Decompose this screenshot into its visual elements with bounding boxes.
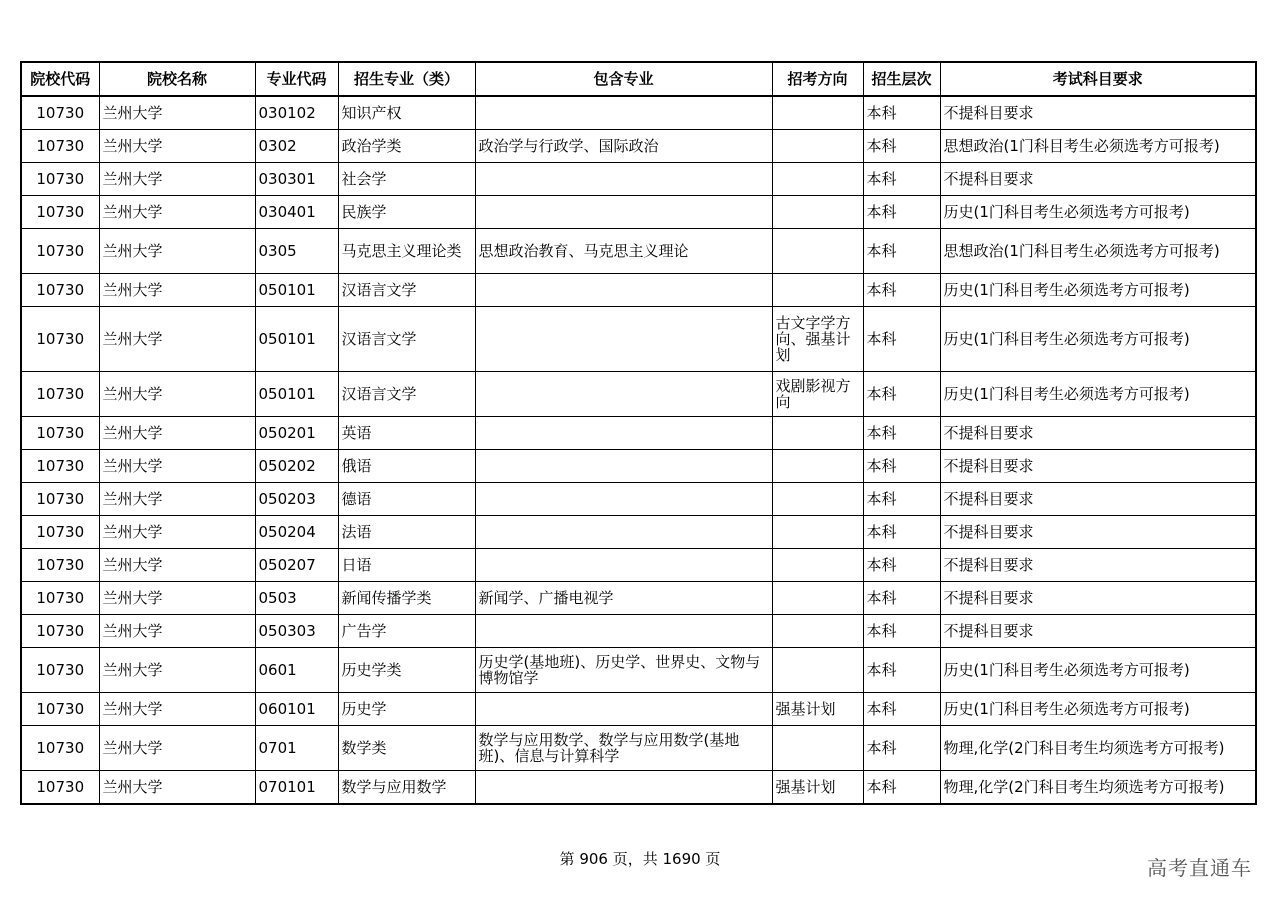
cell-school-name: 兰州大学 <box>99 549 255 582</box>
table-row <box>21 96 1256 130</box>
cell-direction <box>772 196 863 229</box>
cell-major: 法语 <box>338 516 475 549</box>
cell-school-code: 10730 <box>21 229 99 274</box>
cell-direction <box>772 274 863 307</box>
cell-school-code: 10730 <box>21 726 99 771</box>
cell-requirement: 不提科目要求 <box>940 483 1256 516</box>
cell-major: 汉语言文学 <box>338 307 475 372</box>
cell-school-name: 兰州大学 <box>99 96 255 130</box>
cell-major: 数学类 <box>338 726 475 771</box>
cell-major-code: 0601 <box>255 648 338 693</box>
cell-requirement: 不提科目要求 <box>940 582 1256 615</box>
cell-school-name: 兰州大学 <box>99 229 255 274</box>
cell-direction <box>772 229 863 274</box>
cell-major: 德语 <box>338 483 475 516</box>
cell-includes <box>475 417 772 450</box>
cell-major-code: 030401 <box>255 196 338 229</box>
cell-major-code: 0305 <box>255 229 338 274</box>
cell-includes <box>475 549 772 582</box>
table-row <box>21 648 1256 693</box>
cell-includes <box>475 163 772 196</box>
cell-direction: 古文字学方向、强基计划 <box>772 307 863 372</box>
table-row <box>21 771 1256 805</box>
cell-direction <box>772 726 863 771</box>
cell-level: 本科 <box>863 417 940 450</box>
cell-level: 本科 <box>863 130 940 163</box>
cell-includes <box>475 615 772 648</box>
table-body <box>21 96 1256 804</box>
cell-school-name: 兰州大学 <box>99 726 255 771</box>
cell-school-code: 10730 <box>21 163 99 196</box>
cell-includes <box>475 450 772 483</box>
cell-direction: 强基计划 <box>772 693 863 726</box>
cell-major: 英语 <box>338 417 475 450</box>
header-major-code: 专业代码 <box>255 62 338 96</box>
cell-major-code: 030301 <box>255 163 338 196</box>
cell-level: 本科 <box>863 307 940 372</box>
header-major: 招生专业（类） <box>338 62 475 96</box>
cell-level: 本科 <box>863 693 940 726</box>
cell-school-name: 兰州大学 <box>99 693 255 726</box>
cell-includes: 历史学(基地班)、历史学、世界史、文物与博物馆学 <box>475 648 772 693</box>
cell-level: 本科 <box>863 549 940 582</box>
cell-major-code: 0701 <box>255 726 338 771</box>
cell-includes <box>475 96 772 130</box>
cell-requirement: 不提科目要求 <box>940 450 1256 483</box>
header-includes: 包含专业 <box>475 62 772 96</box>
page-number: 第 906 页，共 1690 页 <box>559 850 721 868</box>
table-row <box>21 516 1256 549</box>
cell-school-name: 兰州大学 <box>99 648 255 693</box>
table-row <box>21 229 1256 274</box>
cell-school-name: 兰州大学 <box>99 516 255 549</box>
table-row <box>21 450 1256 483</box>
cell-level: 本科 <box>863 372 940 417</box>
cell-major: 日语 <box>338 549 475 582</box>
cell-level: 本科 <box>863 615 940 648</box>
cell-major: 汉语言文学 <box>338 274 475 307</box>
cell-major: 政治学类 <box>338 130 475 163</box>
cell-requirement: 物理,化学(2门科目考生均须选考方可报考) <box>940 771 1256 805</box>
cell-level: 本科 <box>863 582 940 615</box>
admissions-table <box>20 61 1257 805</box>
cell-requirement: 历史(1门科目考生必须选考方可报考) <box>940 693 1256 726</box>
cell-school-code: 10730 <box>21 417 99 450</box>
cell-school-name: 兰州大学 <box>99 417 255 450</box>
cell-major-code: 050101 <box>255 372 338 417</box>
cell-direction <box>772 483 863 516</box>
header-direction: 招考方向 <box>772 62 863 96</box>
cell-direction <box>772 549 863 582</box>
cell-includes <box>475 274 772 307</box>
cell-major: 新闻传播学类 <box>338 582 475 615</box>
cell-school-name: 兰州大学 <box>99 615 255 648</box>
header-school-code: 院校代码 <box>21 62 99 96</box>
cell-major: 数学与应用数学 <box>338 771 475 805</box>
cell-includes: 思想政治教育、马克思主义理论 <box>475 229 772 274</box>
cell-direction <box>772 450 863 483</box>
cell-major: 历史学类 <box>338 648 475 693</box>
cell-requirement: 历史(1门科目考生必须选考方可报考) <box>940 274 1256 307</box>
cell-level: 本科 <box>863 450 940 483</box>
cell-school-code: 10730 <box>21 615 99 648</box>
cell-school-name: 兰州大学 <box>99 196 255 229</box>
cell-school-name: 兰州大学 <box>99 582 255 615</box>
cell-requirement: 思想政治(1门科目考生必须选考方可报考) <box>940 130 1256 163</box>
cell-direction <box>772 615 863 648</box>
cell-major-code: 050101 <box>255 307 338 372</box>
cell-includes <box>475 483 772 516</box>
cell-level: 本科 <box>863 229 940 274</box>
cell-major: 汉语言文学 <box>338 372 475 417</box>
cell-includes <box>475 196 772 229</box>
cell-school-code: 10730 <box>21 693 99 726</box>
cell-major-code: 030102 <box>255 96 338 130</box>
cell-direction <box>772 582 863 615</box>
cell-direction <box>772 130 863 163</box>
cell-direction: 强基计划 <box>772 771 863 805</box>
cell-includes: 数学与应用数学、数学与应用数学(基地班)、信息与计算科学 <box>475 726 772 771</box>
header-school-name: 院校名称 <box>99 62 255 96</box>
table-row <box>21 549 1256 582</box>
cell-includes: 新闻学、广播电视学 <box>475 582 772 615</box>
cell-major-code: 050202 <box>255 450 338 483</box>
cell-school-name: 兰州大学 <box>99 450 255 483</box>
cell-school-code: 10730 <box>21 130 99 163</box>
cell-requirement: 历史(1门科目考生必须选考方可报考) <box>940 196 1256 229</box>
cell-includes <box>475 771 772 805</box>
table-row <box>21 483 1256 516</box>
table-row <box>21 693 1256 726</box>
cell-school-code: 10730 <box>21 96 99 130</box>
cell-includes <box>475 372 772 417</box>
cell-direction <box>772 96 863 130</box>
cell-major-code: 050303 <box>255 615 338 648</box>
cell-school-code: 10730 <box>21 450 99 483</box>
cell-school-code: 10730 <box>21 274 99 307</box>
table-row <box>21 582 1256 615</box>
table-row <box>21 130 1256 163</box>
header-level: 招生层次 <box>863 62 940 96</box>
cell-major: 马克思主义理论类 <box>338 229 475 274</box>
cell-major-code: 060101 <box>255 693 338 726</box>
cell-requirement: 不提科目要求 <box>940 516 1256 549</box>
cell-school-code: 10730 <box>21 648 99 693</box>
cell-requirement: 不提科目要求 <box>940 417 1256 450</box>
table-row <box>21 274 1256 307</box>
cell-school-code: 10730 <box>21 307 99 372</box>
table-row <box>21 163 1256 196</box>
table-header-row <box>21 62 1256 96</box>
table-row <box>21 417 1256 450</box>
cell-level: 本科 <box>863 648 940 693</box>
cell-includes: 政治学与行政学、国际政治 <box>475 130 772 163</box>
cell-school-name: 兰州大学 <box>99 307 255 372</box>
cell-direction <box>772 417 863 450</box>
header-requirement: 考试科目要求 <box>940 62 1256 96</box>
cell-level: 本科 <box>863 516 940 549</box>
cell-requirement: 思想政治(1门科目考生必须选考方可报考) <box>940 229 1256 274</box>
cell-school-name: 兰州大学 <box>99 771 255 805</box>
cell-major-code: 0503 <box>255 582 338 615</box>
cell-school-code: 10730 <box>21 582 99 615</box>
table-row <box>21 307 1256 372</box>
cell-requirement: 历史(1门科目考生必须选考方可报考) <box>940 372 1256 417</box>
cell-direction: 戏剧影视方向 <box>772 372 863 417</box>
cell-school-name: 兰州大学 <box>99 372 255 417</box>
cell-level: 本科 <box>863 483 940 516</box>
cell-major-code: 050101 <box>255 274 338 307</box>
table-row <box>21 372 1256 417</box>
cell-school-code: 10730 <box>21 196 99 229</box>
cell-direction <box>772 648 863 693</box>
cell-major: 民族学 <box>338 196 475 229</box>
cell-major: 历史学 <box>338 693 475 726</box>
watermark: 高考直通车 <box>1147 856 1252 880</box>
cell-school-code: 10730 <box>21 549 99 582</box>
cell-major: 社会学 <box>338 163 475 196</box>
table-row <box>21 615 1256 648</box>
cell-level: 本科 <box>863 274 940 307</box>
cell-requirement: 不提科目要求 <box>940 163 1256 196</box>
cell-requirement: 历史(1门科目考生必须选考方可报考) <box>940 648 1256 693</box>
cell-major-code: 050203 <box>255 483 338 516</box>
cell-school-code: 10730 <box>21 771 99 805</box>
cell-level: 本科 <box>863 726 940 771</box>
cell-direction <box>772 516 863 549</box>
cell-major: 俄语 <box>338 450 475 483</box>
table-row <box>21 726 1256 771</box>
cell-level: 本科 <box>863 771 940 805</box>
cell-major: 广告学 <box>338 615 475 648</box>
cell-major-code: 050201 <box>255 417 338 450</box>
cell-school-name: 兰州大学 <box>99 274 255 307</box>
cell-includes <box>475 307 772 372</box>
cell-includes <box>475 693 772 726</box>
cell-school-name: 兰州大学 <box>99 163 255 196</box>
cell-direction <box>772 163 863 196</box>
cell-major-code: 070101 <box>255 771 338 805</box>
cell-major-code: 050207 <box>255 549 338 582</box>
cell-level: 本科 <box>863 163 940 196</box>
cell-requirement: 物理,化学(2门科目考生均须选考方可报考) <box>940 726 1256 771</box>
cell-school-code: 10730 <box>21 516 99 549</box>
cell-requirement: 不提科目要求 <box>940 96 1256 130</box>
cell-school-code: 10730 <box>21 372 99 417</box>
cell-requirement: 历史(1门科目考生必须选考方可报考) <box>940 307 1256 372</box>
cell-level: 本科 <box>863 196 940 229</box>
cell-level: 本科 <box>863 96 940 130</box>
cell-major-code: 050204 <box>255 516 338 549</box>
cell-school-code: 10730 <box>21 483 99 516</box>
cell-requirement: 不提科目要求 <box>940 549 1256 582</box>
cell-major: 知识产权 <box>338 96 475 130</box>
cell-major-code: 0302 <box>255 130 338 163</box>
cell-includes <box>475 516 772 549</box>
cell-school-name: 兰州大学 <box>99 130 255 163</box>
cell-school-name: 兰州大学 <box>99 483 255 516</box>
table-row <box>21 196 1256 229</box>
cell-requirement: 不提科目要求 <box>940 615 1256 648</box>
